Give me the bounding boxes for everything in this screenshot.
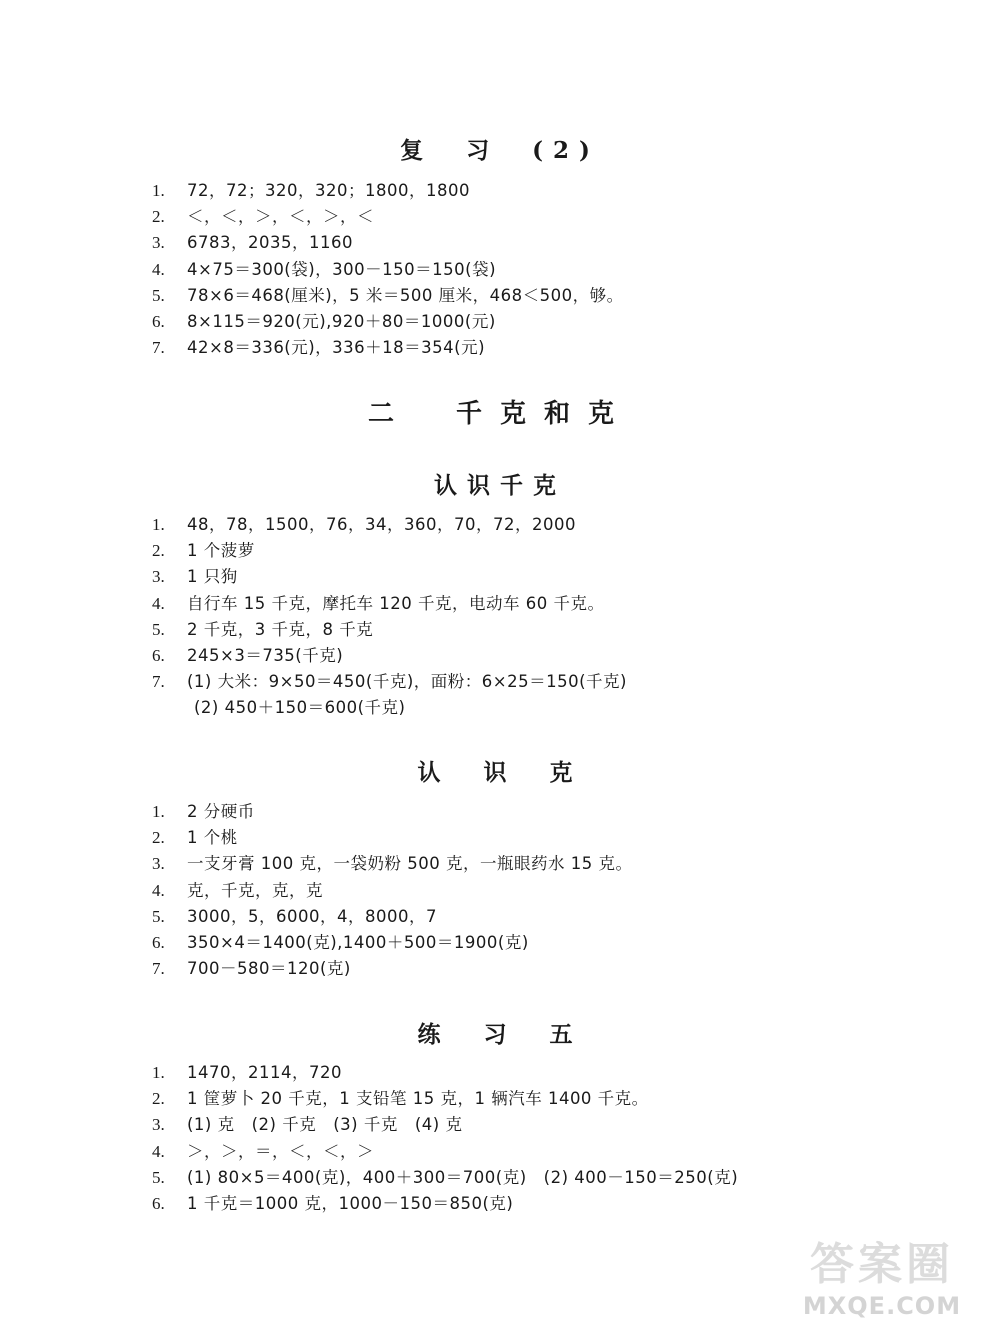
item-text: 1470，2114，720: [187, 1063, 342, 1082]
item-number: 5.: [152, 285, 165, 305]
item-number: 4.: [152, 259, 165, 279]
item-number: 4.: [152, 593, 165, 613]
watermark-url: MXQE.COM: [802, 1292, 962, 1320]
item-number: 2.: [152, 207, 165, 227]
item-number: 5.: [152, 619, 165, 639]
item-number: 1.: [152, 515, 165, 534]
item-number: 2.: [152, 1089, 165, 1109]
item-text: 1 个菠萝: [187, 541, 255, 561]
item-text: 4×75＝300(袋)，300－150＝150(袋): [187, 259, 497, 279]
item-text: 72，72；320，320；1800，1800: [187, 181, 470, 200]
item-text: 1 个桃: [187, 828, 238, 848]
item-number: 2.: [152, 828, 165, 848]
item-number: 3.: [152, 854, 165, 874]
section-title-gram: 认 识 克: [417, 759, 583, 786]
watermark: [782, 1239, 982, 1329]
item-number: 1.: [152, 1063, 165, 1082]
item-number: 1.: [152, 802, 165, 821]
item-number: 6.: [152, 311, 165, 331]
item-text: 48，78，1500，76，34，360，70，72，2000: [187, 515, 576, 534]
item-text: (1) 克 (2) 千克 (3) 千克 (4) 克: [187, 1115, 463, 1135]
item-number: 4.: [152, 1141, 165, 1161]
item-number: 5.: [152, 1167, 165, 1187]
section-title-review-2: 复 习 (2): [400, 137, 600, 164]
item-text: (1) 80×5＝400(克)，400＋300＝700(克) (2) 400－150＝250(克): [187, 1167, 739, 1187]
item-number: 6.: [152, 932, 165, 952]
item-text: ＜，＜，＞，＜，＞，＜: [187, 207, 374, 227]
item-text: 2 千克，3 千克，8 千克: [187, 619, 374, 639]
item-text: 245×3＝735(千克): [187, 645, 344, 665]
item-text: 700－580＝120(克): [187, 959, 351, 979]
item-text: 78×6＝468(厘米)，5 米＝500 厘米，468＜500，够。: [187, 285, 624, 305]
item-number: 5.: [152, 906, 165, 926]
item-text: 自行车 15 千克，摩托车 120 千克，电动车 60 千克。: [187, 593, 605, 613]
item-number: 7.: [152, 338, 165, 358]
item-text: 8×115＝920(元),920＋80＝1000(元): [187, 311, 496, 331]
item-number: 3.: [152, 233, 165, 253]
item-number: 7.: [152, 959, 165, 979]
item-text: 6783，2035，1160: [187, 233, 353, 253]
item-number: 1.: [152, 181, 165, 200]
item-text: 1 只狗: [187, 567, 238, 587]
item-text: 2 分硬币: [187, 802, 255, 821]
item-number: 6.: [152, 645, 165, 665]
watermark-logo: 答案圈: [810, 1239, 954, 1290]
item-text: (2) 450＋150＝600(千克): [194, 698, 406, 718]
item-number: 4.: [152, 880, 165, 900]
item-text: 1 千克＝1000 克，1000－150＝850(克): [187, 1193, 514, 1213]
item-number: 6.: [152, 1193, 165, 1213]
item-text: 克，千克，克，克: [187, 880, 323, 900]
chapter-title: 二 千克和克: [367, 399, 632, 429]
item-text: ＞，＞，＝，＜，＜，＞: [187, 1141, 374, 1161]
section-title-kilogram: 认识千克: [434, 472, 566, 499]
item-number: 7.: [152, 672, 165, 692]
item-number: 3.: [152, 567, 165, 587]
item-text: 一支牙膏 100 克，一袋奶粉 500 克，一瓶眼药水 15 克。: [187, 854, 633, 874]
item-text: 1 筐萝卜 20 千克，1 支铅笔 15 克，1 辆汽车 1400 千克。: [187, 1089, 649, 1109]
item-text: (1) 大米：9×50＝450(千克)，面粉：6×25＝150(千克): [187, 672, 627, 692]
item-number: 2.: [152, 541, 165, 561]
item-number: 3.: [152, 1115, 165, 1135]
item-text: 350×4＝1400(克),1400＋500＝1900(克): [187, 932, 529, 952]
item-text: 3000，5，6000，4，8000，7: [187, 906, 437, 926]
item-text: 42×8＝336(元)，336＋18＝354(元): [187, 338, 486, 358]
section-title-exercise-5: 练 习 五: [417, 1021, 583, 1048]
